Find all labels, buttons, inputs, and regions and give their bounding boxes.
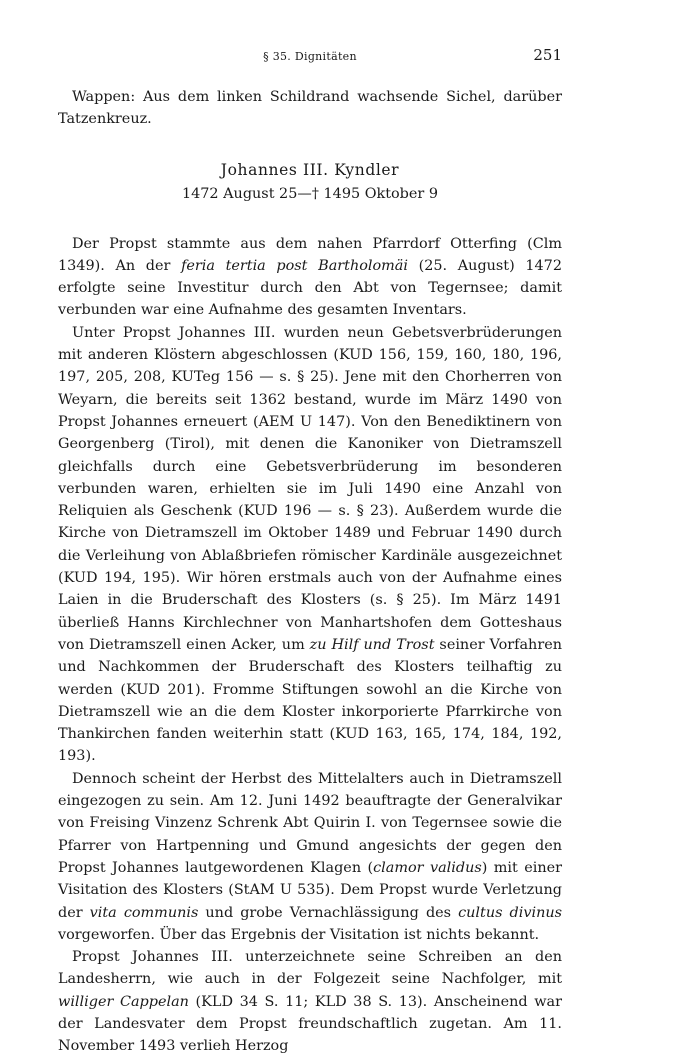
entry-name: Johannes III. Kyndler [220, 160, 400, 179]
quoted-phrase: williger Cappelan [58, 993, 189, 1010]
paragraph-origin [58, 233, 562, 322]
wappen-paragraph: Wappen: Aus dem linken Schildrand wachsende Sichel, darüber Tatzenkreuz. [58, 89, 562, 128]
text-run: Dennoch scheint der Herbst des Mittelalters auch in Dietramszell eingezogen zu sein. Am 12. Juni 1492 beauftragte der Generalvikar von Freising Vinzenz Schrenk Abt Quirin I. von Tegernsee sowie die Pfarrer von Hartpenning und Gmund angesichts der gegen den Propst Johannes lautgewordenen Klagen ( [58, 770, 562, 876]
latin-phrase: feria tertia post Bartholomäi [181, 257, 408, 274]
text-run: (25. August) 1472 erfolgte seine Investitur durch den Abt von Tegernsee; damit verbunden war eine Aufnahme des gesamten Inventars. [58, 257, 562, 319]
running-head [58, 46, 562, 68]
latin-phrase: clamor validus [373, 859, 482, 876]
text-run: und grobe Vernachlässigung des [198, 904, 459, 921]
paragraph-visitation [58, 768, 562, 946]
section-title: § 35. Dignitäten [263, 50, 357, 63]
text-run: Propst Johannes III. unterzeichnete seine Schreiben an den Landesherrn, wie auch in der Folgezeit seine Nachfolger, mit [58, 949, 562, 988]
text-run: vorgeworfen. Über das Ergebnis der Visitation ist nichts bekannt. [58, 926, 540, 943]
text-run: Unter Propst Johannes III. wurden neun Gebetsverbrüderungen mit anderen Klöstern abgeschlossen (KUD 156, 159, 160, 180, 196, 197, 205, 208, KUTeg 156 — s. § 25). Jene mit den Chorherren von Weyarn, die bereits seit 1362 bestand, wurde im März 1490 von Propst Johannes erneuert (AEM U 147). Von den Benediktinern von Georgenberg (Tirol), mit denen die Kanoniker von Dietramszell gleichfalls durch eine Gebetsverbrüderung im besonderen verbunden waren, erhielten sie im Juli 1490 eine Anzahl von Reliquien als Geschenk (KUD 196 — s. § 23). Außerdem wurde die Kirche von Dietramszell im Oktober 1489 und Februar 1490 durch die Verleihung von Ablaßbriefen römischer Kardinäle ausgezeichnet (KUD 194, 195). Wir hören erstmals auch von der Aufnahme eines Laien in die Bruderschaft des Klosters (s. § 25). Im März 1491 überließ Hanns Kirchlechner von Manhartshofen dem Gotteshaus von Dietramszell einen Acker, um [58, 324, 562, 653]
text-run: Der Propst stammte aus dem nahen Pfarrdorf Otterfing (Clm 1349). An der [58, 235, 562, 274]
paragraph-signature [58, 946, 562, 1057]
quoted-phrase: zu Hilf und Trost [309, 636, 435, 653]
text-run: seiner Vorfahren und Nachkommen der Bruderschaft des Klosters teilhaftig zu werden (KUD 201). Fromme Stiftungen sowohl an die Kirche von Dietramszell wie an die dem Kloster inkorporierte Pfarrkirche von Thankirchen fanden weiterhin statt (KUD 163, 165, 174, 184, 192, 193). [58, 636, 562, 765]
text-run: (KLD 34 S. 11; KLD 38 S. 13). Anscheinend war der Landesvater dem Propst freundschaftlich zugetan. Am 11. November 1493 verlieh Herzog [58, 993, 562, 1055]
entry-heading [58, 158, 562, 206]
book-page [58, 46, 562, 1058]
paragraph-confraternities [58, 322, 562, 768]
entry-dates: 1472 August 25—† 1495 Oktober 9 [181, 185, 439, 202]
page-number: 251 [533, 46, 562, 64]
latin-phrase: cultus divinus [458, 904, 562, 921]
text-run: ) mit einer Visitation des Klosters (StAM U 535). Dem Propst wurde Verletzung der [58, 859, 562, 921]
latin-phrase: vita communis [89, 904, 199, 921]
